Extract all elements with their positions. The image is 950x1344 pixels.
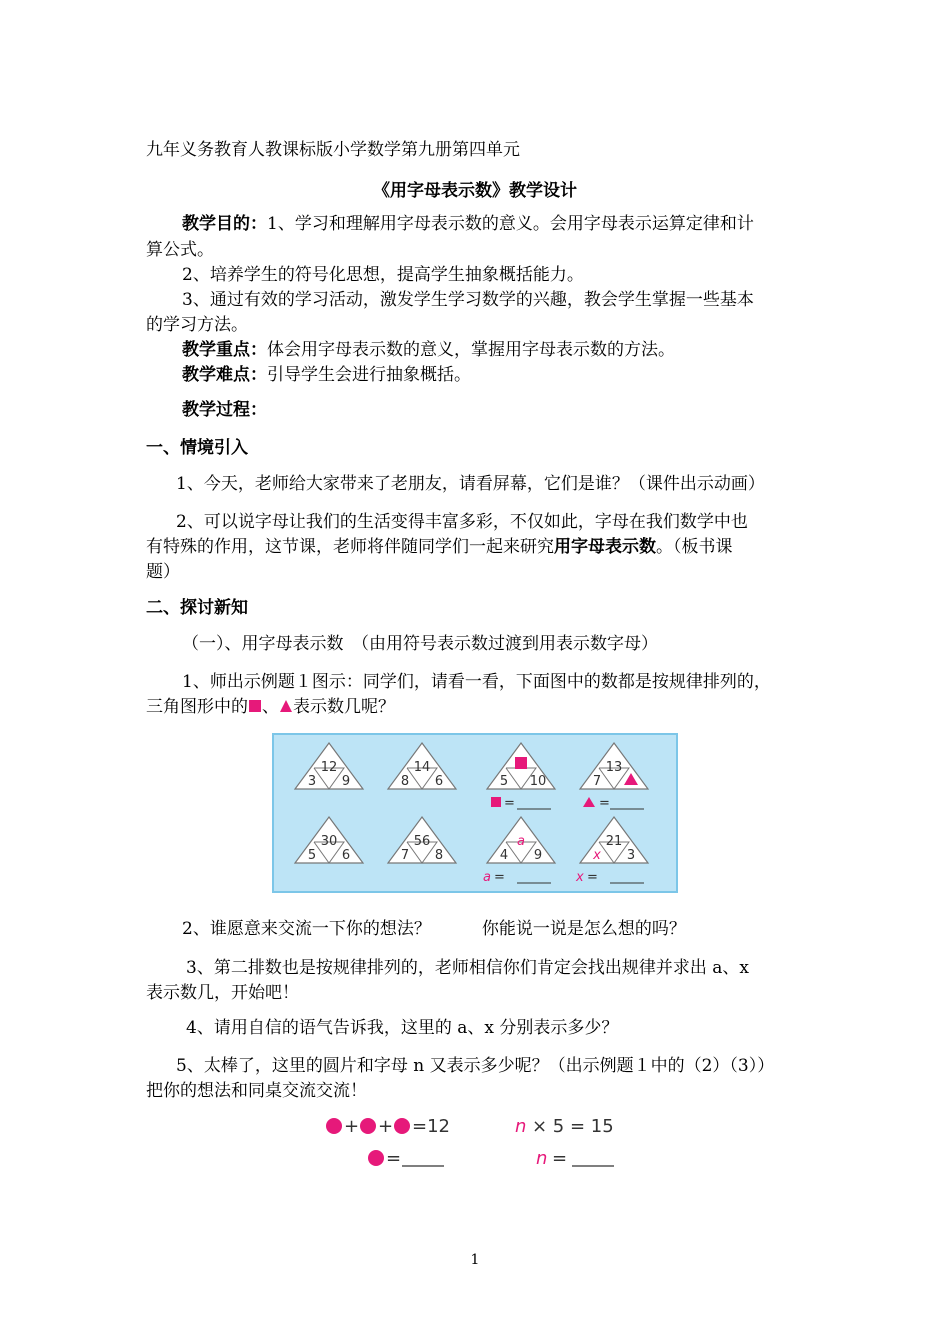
answer-2-n: n: [536, 1148, 548, 1169]
formula-1-part: =12: [412, 1116, 450, 1137]
triangle-right-value: 6: [341, 848, 351, 863]
p2b-bold: 用字母表示数: [554, 537, 656, 557]
section2-p2: 2、谁愿意来交流一下你的想法？ 你能说一说是怎么想的吗？: [182, 919, 686, 939]
header-line: 九年义务教育人教课标版小学数学第九册第四单元: [146, 140, 520, 160]
triangle-top-value: 12: [320, 760, 338, 775]
triangle-icon: [279, 699, 293, 713]
triangle-left-value: 7: [400, 848, 410, 863]
triangle-top-value: 13: [605, 760, 623, 775]
section2-p4: 4、请用自信的语气告诉我，这里的 a、x 分别表示多少？: [186, 1018, 619, 1038]
square-icon: [515, 757, 527, 769]
section2-heading: 二、探讨新知: [146, 598, 248, 618]
formula-figure: [320, 1112, 630, 1176]
answer-1-eq: =: [386, 1148, 402, 1169]
p2b-pre: 有特殊的作用，这节课，老师将伴随同学们一起来研究: [146, 537, 554, 557]
aims-item2: 2、培养学生的符号化思想，提高学生抽象概括能力。: [182, 265, 584, 285]
triangle-right-value: 8: [434, 848, 444, 863]
section2-p1b: [146, 695, 826, 719]
p1b-sep: 、: [262, 697, 279, 717]
square-icon: [248, 699, 262, 713]
triangle-right-value: 10: [529, 774, 547, 789]
dot-icon: [326, 1118, 342, 1134]
aims-label: 教学目的：: [182, 214, 267, 234]
triangle-right-value: 6: [434, 774, 444, 789]
triangle-left-value: 7: [592, 774, 602, 789]
aims-item1a: 1、学习和理解用字母表示数的意义。会用字母表示运算定律和计: [267, 214, 754, 234]
section2-p5b: 把你的想法和同桌交流交流！: [146, 1081, 367, 1101]
triangle-left-value: 3: [307, 774, 317, 789]
answer-var: x: [576, 870, 584, 885]
section1-heading: 一、情境引入: [146, 438, 248, 458]
section2-p3a: 3、第二排数也是按规律排列的，老师相信你们肯定会找出规律并求出 a、x: [186, 958, 749, 978]
triangle-top-value: a: [517, 834, 525, 849]
formula-2-n: n: [515, 1116, 527, 1137]
dot-icon: [360, 1118, 376, 1134]
page-title: 《用字母表示数》教学设计: [373, 181, 577, 201]
triangle-right-value: 9: [533, 848, 543, 863]
triangle-left-value: 5: [307, 848, 317, 863]
section2-p5a: 5、太棒了，这里的圆片和字母 n 又表示多少呢？（出示例题１中的（2）（3））: [176, 1056, 775, 1076]
square-icon: [491, 797, 501, 807]
triangle-right-value: 9: [341, 774, 351, 789]
answer-eq: =: [494, 870, 505, 885]
aims-line-1: [182, 212, 862, 236]
difficulty-label: 教学难点：: [182, 365, 267, 385]
focus-text: 体会用字母表示数的意义，掌握用字母表示数的方法。: [267, 340, 675, 360]
section1-p1: 1、今天，老师给大家带来了老朋友，请看屏幕，它们是谁？（课件出示动画）: [176, 474, 765, 494]
triangle-right-value: 3: [626, 848, 636, 863]
triangle-left-value: 4: [499, 848, 509, 863]
answer-eq: =: [587, 870, 598, 885]
page-number: 1: [470, 1252, 480, 1268]
answer-2-eq: =: [552, 1148, 568, 1169]
formula-2-rest: × 5 = 15: [532, 1116, 614, 1137]
focus-label: 教学重点：: [182, 340, 267, 360]
difficulty-text: 引导学生会进行抽象概括。: [267, 365, 471, 385]
formula-1-part: +: [378, 1116, 394, 1137]
aims-item1b: 算公式。: [146, 240, 214, 260]
aims-item3a: 3、通过有效的学习活动，激发学生学习数学的兴趣，教会学生掌握一些基本: [182, 290, 754, 310]
triangle-left-value: 8: [400, 774, 410, 789]
difficulty-line: [182, 363, 862, 387]
section1-p2b: [146, 535, 826, 559]
aims-item3b: 的学习方法。: [146, 315, 248, 335]
section2-p3b: 表示数几，开始吧！: [146, 983, 299, 1003]
triangle-top-value: 56: [413, 834, 431, 849]
answer-eq: =: [504, 796, 515, 811]
triangle-figure: [274, 735, 676, 891]
triangle-left-value: 5: [499, 774, 509, 789]
p1b-post: 表示数几呢？: [293, 697, 395, 717]
triangle-top-value: 14: [413, 760, 431, 775]
p2b-post: 。（板书课: [656, 537, 733, 557]
dot-icon: [368, 1150, 384, 1166]
example-figure: [272, 733, 678, 893]
answer-var: a: [483, 870, 491, 885]
section2-p1a: 1、师出示例题１图示：同学们，请看一看，下面图中的数都是按规律排列的，: [182, 672, 771, 692]
triangle-icon: [583, 797, 595, 807]
triangle-left-value: x: [593, 848, 601, 863]
section2-sub: （一）、用字母表示数 （由用符号表示数过渡到用表示数字母）: [182, 634, 658, 654]
process-label: 教学过程：: [182, 400, 267, 420]
answer-eq: =: [599, 796, 610, 811]
formula-1-part: +: [344, 1116, 360, 1137]
focus-line: [182, 338, 862, 362]
dot-icon: [394, 1118, 410, 1134]
triangle-top-value: 30: [320, 834, 338, 849]
section1-p2c: 题）: [146, 562, 180, 582]
triangle-top-value: 21: [605, 834, 623, 849]
section1-p2a: 2、可以说字母让我们的生活变得丰富多彩，不仅如此，字母在我们数学中也: [176, 512, 748, 532]
formula-svg: [320, 1112, 630, 1176]
p1b-pre: 三角图形中的: [146, 697, 248, 717]
